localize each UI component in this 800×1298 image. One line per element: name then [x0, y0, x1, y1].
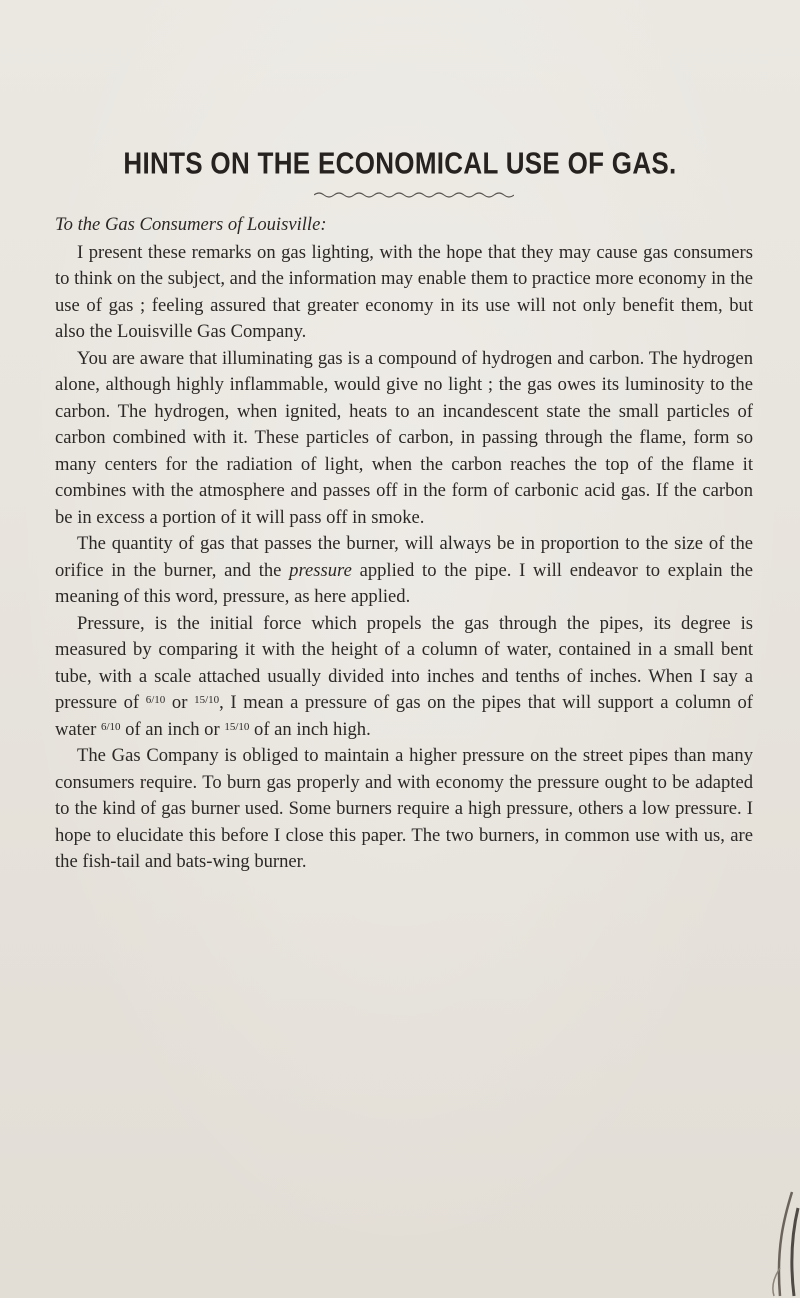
italic-pressure: pressure	[289, 559, 352, 581]
text-run: Pressure, is the initial force which propels the gas through the pipes, its degree is measured by comparing it with the height of a column of water, contained in a small bent tube, with a scale attached usually divided into inches and tenths of inches. When I say a pressure of	[55, 612, 753, 713]
fraction-six-tenths: 6/10	[145, 694, 166, 706]
paragraph-quantity	[55, 531, 753, 611]
fraction-six-tenths: 6/10	[100, 720, 121, 733]
salutation: To the Gas Consumers of Louisville:	[55, 214, 327, 235]
paragraph-pressure-definition	[55, 611, 753, 744]
text-run: or	[165, 692, 195, 713]
paragraph-hydrogen-carbon: You are aware that illuminating gas is a compound of hydrogen and carbon. The hydrogen alone, although highly inflammable, would give no light ; the gas owes its luminosity to the carbon. The hydrogen, when ignited, heats to an incandescent state the small particles of carbon combined with it. These particles of carbon, in passing through the flame, form so many centers for the radiation of light, when the carbon reaches the top of the flame it combines with the atmosphere and passes off in the form of carbonic acid gas. If the carbon be in excess a portion of it will pass off in smoke.	[55, 347, 753, 528]
text-run: The quantity of gas that passes the burner, will always be in proportion to the size of the orifice in the burner, and the	[55, 533, 753, 581]
text-run: of an inch high.	[249, 718, 371, 740]
text-run: applied to the pipe. I will endeavor to explain the meaning of this word, pressure, as here applied.	[55, 559, 753, 607]
fraction-fifteen-tenths: 15/10	[224, 720, 250, 733]
fraction-fifteen-tenths: 15/10	[194, 694, 220, 706]
page-title: HINTS ON THE ECONOMICAL USE OF GAS.	[123, 145, 677, 181]
page-edge-mark	[740, 1188, 800, 1298]
paragraph-burners: The Gas Company is obliged to maintain a higher pressure on the street pipes than many consumers require. To burn gas properly and with economy the pressure ought to be adapted to the kind of gas burner used. Some burners require a high pressure, others a low pressure. I hope to elucidate this before I close this paper. The two burners, in common use with us, are the fish-tail and bats-wing burner.	[55, 745, 753, 872]
paragraph-intro: I present these remarks on gas lighting, with the hope that they may cause gas consumers to think on the subject, and the information may enable them to practice more economy in the use of gas ; feeling assured that greater economy in its use will not only benefit them, but also the Louisville Gas Company.	[55, 241, 753, 342]
text-run: , I mean a pressure of gas on the pipes that will support a column of water	[55, 692, 753, 740]
wavy-rule-ornament	[314, 188, 514, 202]
letter-body	[55, 212, 753, 876]
text-run: of an inch or	[120, 718, 225, 740]
